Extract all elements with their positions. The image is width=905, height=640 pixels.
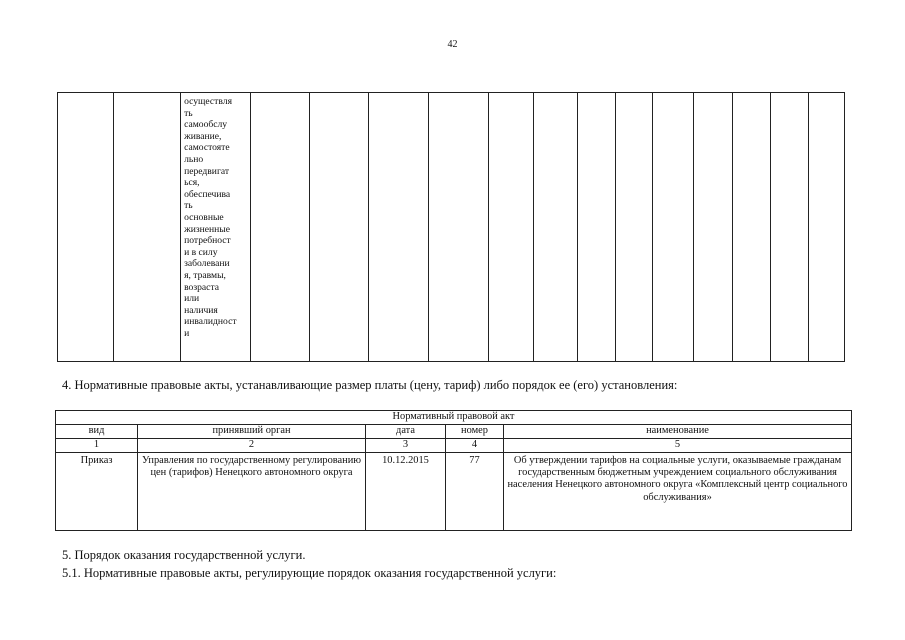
section-4-heading: 4. Нормативные правовые акты, устанавливающие размер платы (цену, тариф) либо порядок ее (его) установления:	[62, 378, 678, 392]
column-header-kind: вид	[56, 425, 138, 439]
column-number: 2	[138, 439, 366, 453]
column-number-row	[56, 439, 852, 453]
page-number: 42	[447, 39, 458, 50]
table-cell	[615, 93, 653, 362]
table-cell	[733, 93, 771, 362]
column-number: 5	[504, 439, 852, 453]
table-cell	[771, 93, 809, 362]
table-cell	[250, 93, 310, 362]
act-number: 77	[446, 453, 504, 531]
table-cell	[489, 93, 533, 362]
column-header-title: наименование	[504, 425, 852, 439]
section-5-heading: 5. Порядок оказания государственной услуги.	[62, 548, 306, 562]
table-cell	[181, 93, 250, 362]
column-number: 1	[56, 439, 138, 453]
table-row	[56, 453, 852, 531]
table-row	[58, 93, 845, 362]
table-cell	[577, 93, 615, 362]
table-cell	[694, 93, 733, 362]
table-cell	[809, 93, 845, 362]
act-kind: Приказ	[56, 453, 138, 531]
table-cell	[369, 93, 429, 362]
normative-acts-table	[55, 410, 852, 531]
column-header-authority: принявший орган	[138, 425, 366, 439]
section-5-1-heading: 5.1. Нормативные правовые акты, регулирующие порядок оказания государственной услуги:	[62, 566, 557, 580]
act-date: 10.12.2015	[366, 453, 446, 531]
table-cell	[533, 93, 577, 362]
table-cell	[113, 93, 180, 362]
table-cell	[58, 93, 114, 362]
table-cell	[429, 93, 489, 362]
column-number: 3	[366, 439, 446, 453]
table-group-header: Нормативный правовой акт	[56, 411, 852, 425]
cell-text: осуществля ть самообслу живание, самостояте льно передвигат ься, обеспечива ть основные жизненные потребност и в силу заболевани я, травмы, возраста или наличия инвалидност и	[184, 96, 237, 339]
act-title: Об утверждении тарифов на социальные услуги, оказываемые гражданам государственным бюджетным учреждением социального обслуживания населения Ненецкого автономного округа «Комплексный центр социального обслуживания»	[504, 453, 852, 531]
act-authority: Управления по государственному регулированию цен (тарифов) Ненецкого автономного округа	[138, 453, 366, 531]
table-header-row	[56, 425, 852, 439]
column-number: 4	[446, 439, 504, 453]
continuation-table	[57, 92, 845, 362]
table-cell	[310, 93, 369, 362]
table-cell	[653, 93, 694, 362]
column-header-number: номер	[446, 425, 504, 439]
column-header-date: дата	[366, 425, 446, 439]
